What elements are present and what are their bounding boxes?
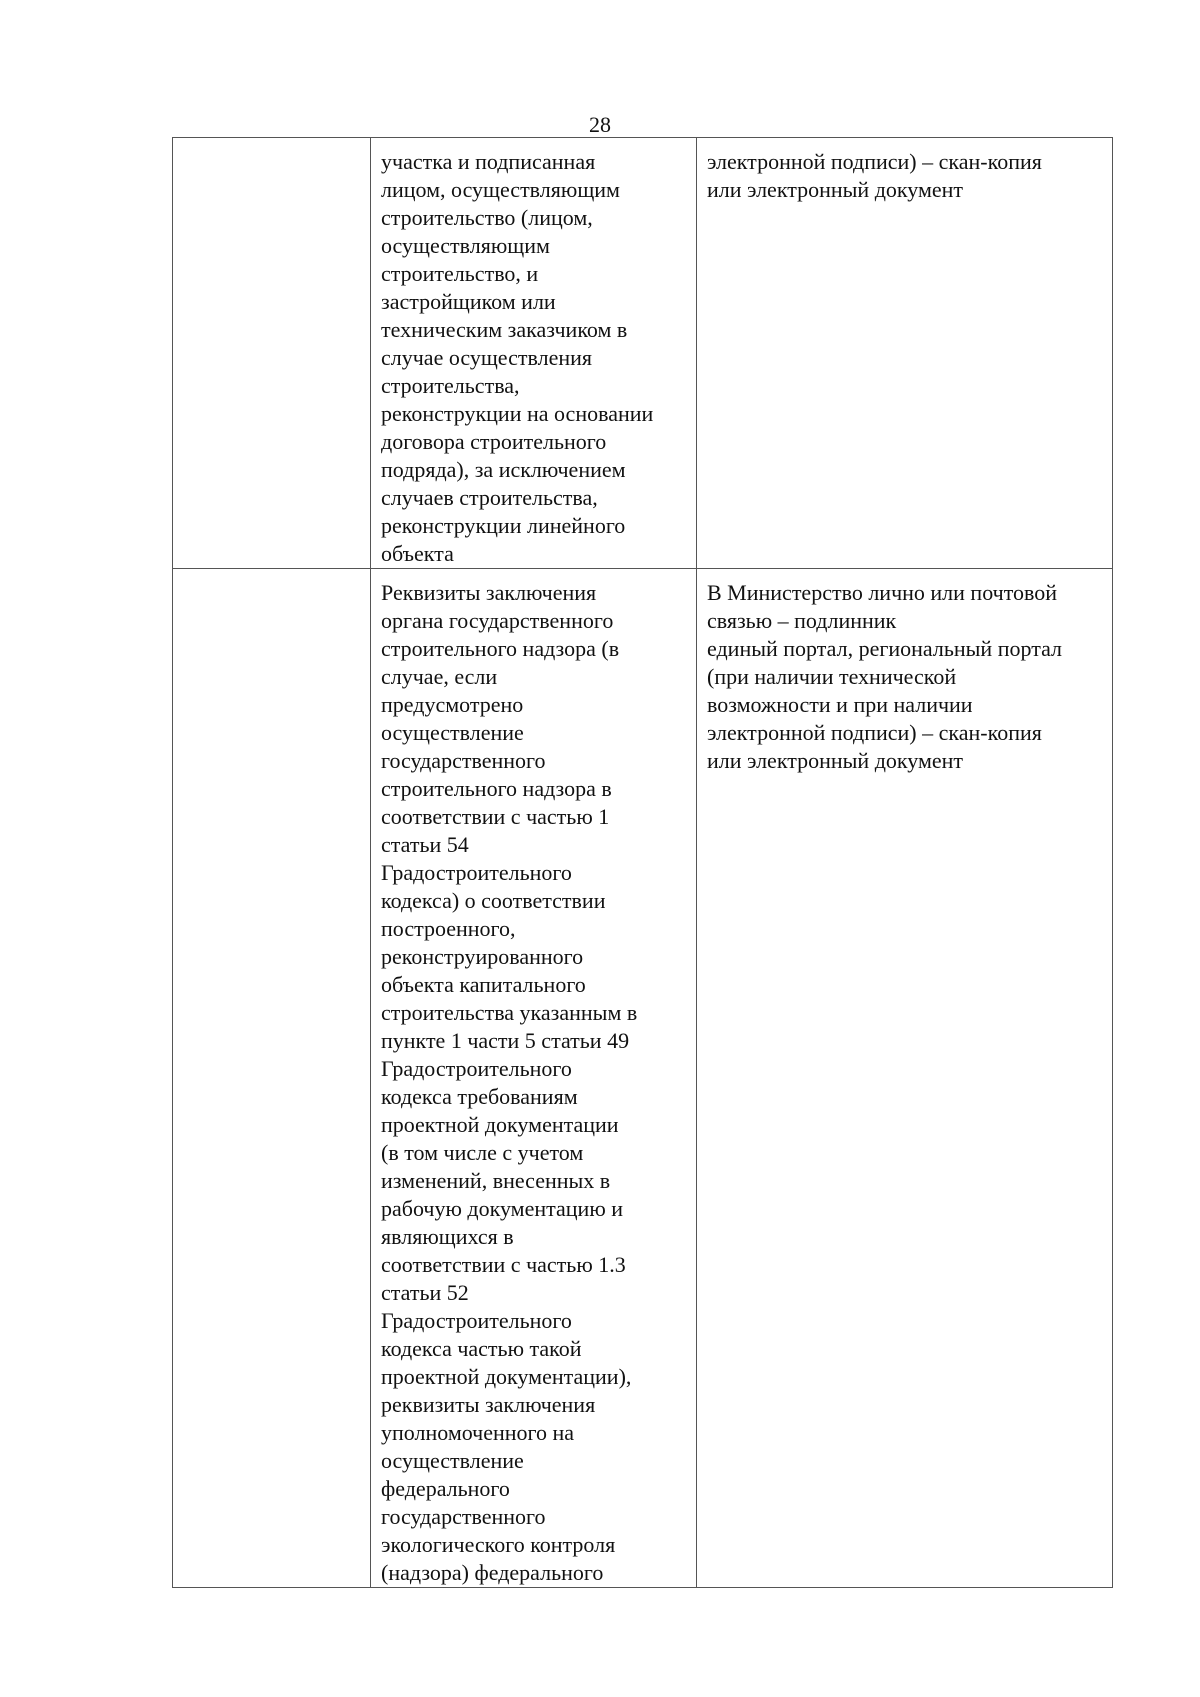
page-number: 28	[589, 112, 611, 137]
table-cell-submission-method: электронной подписи) – скан-копия или электронный документ	[697, 138, 1113, 569]
table-cell-submission-method: В Министерство лично или почтовой связью – подлинник единый портал, региональный портал (при наличии технической возможности и при наличии электронной подписи) – скан-копия или электронный документ	[697, 569, 1113, 1588]
table-cell-document-description: участка и подписанная лицом, осуществляющим строительство (лицом, осуществляющим строительство, и застройщиком или техническим заказчиком в случае осуществления строительства, реконструкции на основании договора строительного подряда), за исключением случаев строительства, реконструкции линейного объекта	[371, 138, 697, 569]
table-cell-document-description: Реквизиты заключения органа государственного строительного надзора (в случае, если предусмотрено осуществление государственного строительного надзора в соответствии с частью 1 статьи 54 Градостроительного кодекса) о соответствии построенного, реконструированного объекта капитального строительства указанным в пункте 1 части 5 статьи 49 Градостроительного кодекса требованиям проектной документации (в том числе с учетом изменений, внесенных в рабочую документацию и являющихся в соответствии с частью 1.3 статьи 52 Градостроительного кодекса частью такой проектной документации), реквизиты заключения уполномоченного на осуществление федерального государственного экологического контроля (надзора) федерального	[371, 569, 697, 1588]
table-row	[173, 569, 1113, 1588]
document-table	[172, 137, 1113, 1588]
table-cell-empty	[173, 569, 371, 1588]
table-cell-empty	[173, 138, 371, 569]
table-row	[173, 138, 1113, 569]
